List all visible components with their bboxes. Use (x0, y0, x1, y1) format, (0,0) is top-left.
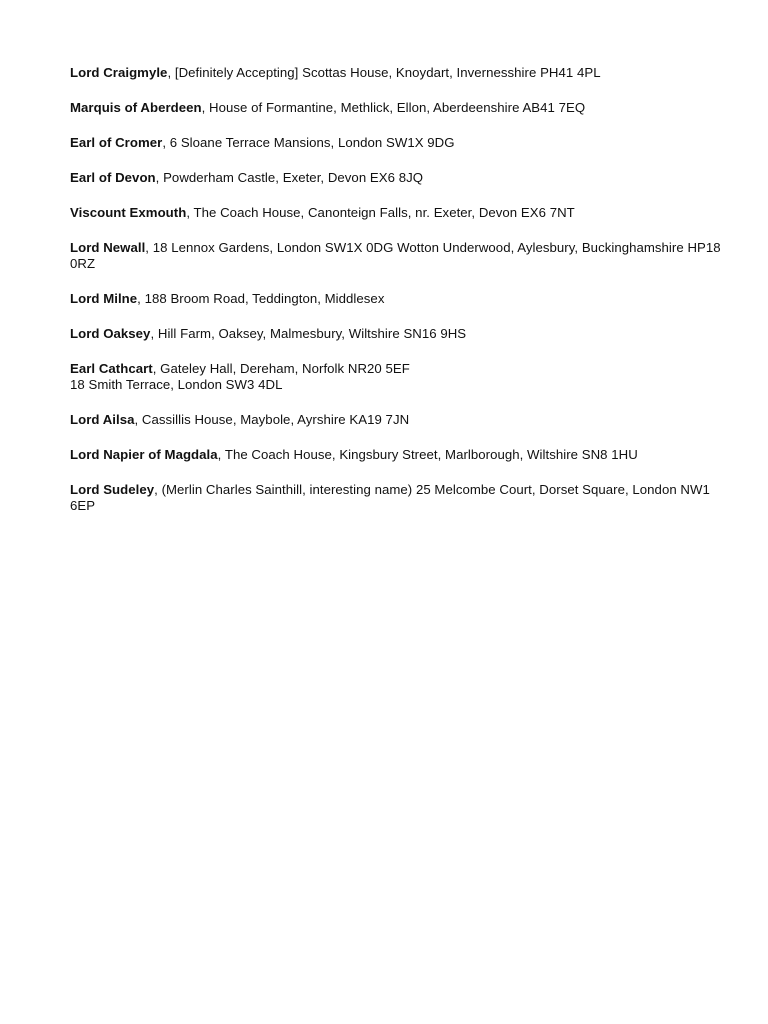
peer-address: , Cassillis House, Maybole, Ayrshire KA19 7JN (134, 412, 410, 427)
peer-name: Lord Sudeley (70, 482, 155, 497)
peer-address-second-line: 18 Smith Terrace, London SW3 4DL (70, 377, 283, 392)
address-entry-marquis-of-aberdeen (70, 100, 730, 116)
peer-address: , Hill Farm, Oaksey, Malmesbury, Wiltshire SN16 9HS (150, 326, 467, 341)
peer-name: Lord Ailsa (70, 412, 135, 427)
address-entry-lord-ailsa (70, 412, 730, 428)
address-entry-lord-oaksey (70, 326, 730, 342)
peer-address: , (Merlin Charles Sainthill, interesting name) 25 Melcombe Court, Dorset Square, London NW1 6EP (70, 482, 710, 513)
peer-name: Viscount Exmouth (70, 205, 187, 220)
peer-name: Lord Napier of Magdala (70, 447, 218, 462)
address-entry-lord-sudeley (70, 482, 730, 514)
peer-name: Earl of Devon (70, 170, 156, 185)
address-entry-viscount-exmouth (70, 205, 730, 221)
peer-address: , House of Formantine, Methlick, Ellon, Aberdeenshire AB41 7EQ (201, 100, 586, 115)
address-entry-lord-craigmyle (70, 65, 730, 81)
peer-address: , 18 Lennox Gardens, London SW1X 0DG Wotton Underwood, Aylesbury, Buckinghamshire HP18 0RZ (70, 240, 721, 271)
address-entry-lord-napier-of-magdala (70, 447, 730, 463)
peer-address: , The Coach House, Canonteign Falls, nr. Exeter, Devon EX6 7NT (186, 205, 575, 220)
address-entry-lord-newall (70, 240, 730, 272)
address-entry-lord-milne (70, 291, 730, 307)
address-entry-earl-of-devon (70, 170, 730, 186)
peer-address: , 6 Sloane Terrace Mansions, London SW1X 9DG (162, 135, 455, 150)
peer-name: Marquis of Aberdeen (70, 100, 202, 115)
peer-name: Lord Milne (70, 291, 138, 306)
peer-name: Lord Oaksey (70, 326, 151, 341)
peer-name: Lord Newall (70, 240, 146, 255)
peer-address: , Gateley Hall, Dereham, Norfolk NR20 5EF (152, 361, 410, 376)
address-entry-earl-cathcart (70, 361, 730, 393)
peer-name: Lord Craigmyle (70, 65, 168, 80)
address-entry-earl-of-cromer (70, 135, 730, 151)
peer-address: , 188 Broom Road, Teddington, Middlesex (137, 291, 385, 306)
peer-name: Earl Cathcart (70, 361, 153, 376)
peer-address: , The Coach House, Kingsbury Street, Marlborough, Wiltshire SN8 1HU (217, 447, 638, 462)
peer-name: Earl of Cromer (70, 135, 163, 150)
peer-address: , Powderham Castle, Exeter, Devon EX6 8JQ (155, 170, 424, 185)
peer-address: , [Definitely Accepting] Scottas House, Knoydart, Invernesshire PH41 4PL (167, 65, 601, 80)
document-page (70, 65, 730, 533)
